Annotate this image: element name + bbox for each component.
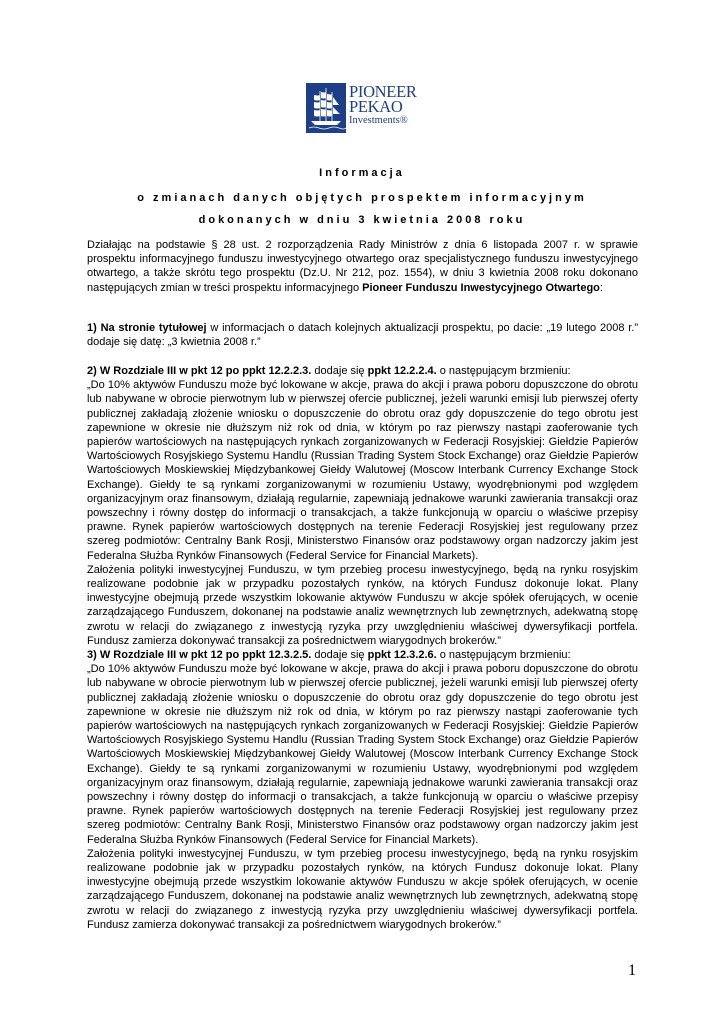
section-1-lead: 1) Na stronie tytułowej	[87, 322, 207, 334]
document-subtitle: o zmianach danych objętych prospektem informacyjnym	[137, 192, 587, 204]
section-3-paragraph-1: „Do 10% aktywów Funduszu może być lokowane w akcje, prawa do akcji i prawa poboru dopuszczone do obrotu lub nabywane w obrocie pierwotnym lub w pierwszej ofercie publicznej, jeżeli warunki emisji lub pierwszej oferty publicznej zakładają złożenie wniosku o dopuszczenie do obrotu oraz gdy dopuszczenie do tego obrotu jest zapewnione w okresie nie dłuższym niż rok od dnia, w którym po raz pierwszy nastąpi zaoferowanie tych papierów wartościowych na następujących rynkach zorganizowanych w Federacji Rosyjskiej: Giełdzie Papierów Wartościowych Rosyjskiego Systemu Handlu (Russian Trading System Stock Exchange) oraz Giełdzie Papierów Wartościowych Moskiewskiej Międzybankowej Giełdy Walutowej (Moscow Interbank Currency Exchange Stock Exchange). Giełdy te są rynkami zorganizowanymi w rozumieniu Ustawy, wyodrębnionymi pod względem organizacyjnym oraz finansowym, działają regularnie, zapewniają jednakowe warunki zawierania transakcji oraz powszechny i równy dostęp do informacji o transakcjach, a także funkcjonują w oparciu o właściwe przepisy prawne. Rynek papierów wartościowych dostępnych na terenie Federacji Rosyjskiej jest regulowany przez szereg podmiotów: Centralny Bank Rosji, Ministerstwo Finansów oraz podstawowy organ nadzorczy jakim jest Federalna Służba Rynków Finansowych (Federal Service for Financial Markets).	[87, 663, 638, 846]
section-2-ref: ppkt 12.2.2.4.	[367, 365, 437, 377]
company-logo	[306, 83, 422, 133]
section-1	[87, 321, 638, 349]
page-number: 1	[628, 962, 636, 979]
section-1-text: w informacjach o datach kolejnych aktualizacji prospektu, po dacie: „19 lutego 2008 r.” dodaje się datę: „3 kwietnia 2008 r.”	[87, 322, 639, 349]
document-title: Informacja	[319, 167, 405, 179]
section-2-paragraph-2: Założenia polityki inwestycyjnej Funduszu, w tym przebieg procesu inwestycyjnego, będą na rynku rosyjskim realizowane podobnie jak w przypadku pozostałych rynków, na których Fundusz dokonuje lokat. Plany inwestycyjne obejmują przede wszystkim lokowanie aktywów Funduszu w akcje spółek oferujących, w ocenie zarządzającego Funduszem, dokonanej na podstawie analiz wewnętrznych lub zewnętrznych, adekwatną stopę zwrotu w relacji do związanego z inwestycją ryzyka przy uwzględnieniu właściwej dywersyfikacji portfela. Fundusz zamierza dokonywać transakcji za pośrednictwem wiarygodnych brokerów.”	[87, 563, 638, 647]
logo-line-3: Investments®	[349, 115, 408, 126]
document-date-line: dokonanych w dniu 3 kwietnia 2008 roku	[198, 214, 526, 226]
section-2-mid: dodaje się	[311, 365, 368, 377]
intro-end: :	[599, 281, 603, 294]
logo-line-2: PEKAO	[349, 97, 403, 116]
section-3-paragraph-2: Założenia polityki inwestycyjnej Funduszu, w tym przebieg procesu inwestycyjnego, będą na rynku rosyjskim realizowane podobnie jak w przypadku pozostałych rynków, na których Fundusz dokonuje lokat. Plany inwestycyjne obejmują przede wszystkim lokowanie aktywów Funduszu w akcje spółek oferujących, w ocenie zarządzającego Funduszem, dokonanej na podstawie analiz wewnętrznych lub zewnętrznych, adekwatną stopę zwrotu w relacji do związanego z inwestycją ryzyka przy uwzględnieniu właściwej dywersyfikacji portfela. Fundusz zamierza dokonywać transakcji za pośrednictwem wiarygodnych brokerów.”	[87, 847, 638, 931]
intro-text: Działając na podstawie § 28 ust. 2 rozporządzenia Rady Ministrów z dnia 6 listopada 2007 r. w sprawie prospektu informacyjnego funduszu inwestycyjnego otwartego oraz specjalistycznego funduszu inwestycyjnego otwartego, a także skrótu tego prospektu (Dz.U. Nr 212, poz. 1554), w dniu 3 kwietnia 2008 roku dokonano następujących zmian w treści prospektu informacyjnego	[87, 239, 638, 294]
intro-paragraph	[87, 238, 638, 295]
section-2-lead: 2) W Rozdziale III w pkt 12 po ppkt 12.2.2.3.	[87, 365, 312, 377]
sailing-ship-icon	[306, 83, 346, 133]
section-3-tail: o następującym brzmieniu:	[436, 649, 571, 661]
section-3-ref: ppkt 12.3.2.6.	[367, 649, 437, 661]
logo-line-1: PIONEER	[349, 82, 417, 101]
section-2-paragraph-1: „Do 10% aktywów Funduszu może być lokowane w akcje, prawa do akcji i prawa poboru dopuszczone do obrotu lub nabywane w obrocie pierwotnym lub w pierwszej ofercie publicznej, jeżeli warunki emisji lub pierwszej oferty publicznej zakładają złożenie wniosku o dopuszczenie do obrotu oraz gdy dopuszczenie do tego obrotu jest zapewnione w okresie nie dłuższym niż rok od dnia, w którym po raz pierwszy nastąpi zaoferowanie tych papierów wartościowych na następujących rynkach zorganizowanych w Federacji Rosyjskiej: Giełdzie Papierów Wartościowych Rosyjskiego Systemu Handlu (Russian Trading System Stock Exchange) oraz Giełdzie Papierów Wartościowych Moskiewskiej Międzybankowej Giełdy Walutowej (Moscow Interbank Currency Exchange Stock Exchange). Giełdy te są rynkami zorganizowanymi w rozumieniu Ustawy, wyodrębnionymi pod względem organizacyjnym oraz finansowym, działają regularnie, zapewniają jednakowe warunki zawierania transakcji oraz powszechny i równy dostęp do informacji o transakcjach, a także funkcjonują w oparciu o właściwe przepisy prawne. Rynek papierów wartościowych dostępnych na terenie Federacji Rosyjskiej jest regulowany przez szereg podmiotów: Centralny Bank Rosji, Ministerstwo Finansów oraz podstawowy organ nadzorczy jakim jest Federalna Służba Rynków Finansowych (Federal Service for Financial Markets).	[87, 379, 638, 562]
section-3-mid: dodaje się	[311, 649, 368, 661]
section-2	[87, 364, 638, 648]
section-2-tail: o następującym brzmieniu:	[436, 365, 571, 377]
fund-name: Pioneer Funduszu Inwestycyjnego Otwartego	[362, 281, 600, 294]
section-3-lead: 3) W Rozdziale III w pkt 12 po ppkt 12.3.2.5.	[87, 649, 312, 661]
section-3	[87, 648, 638, 932]
